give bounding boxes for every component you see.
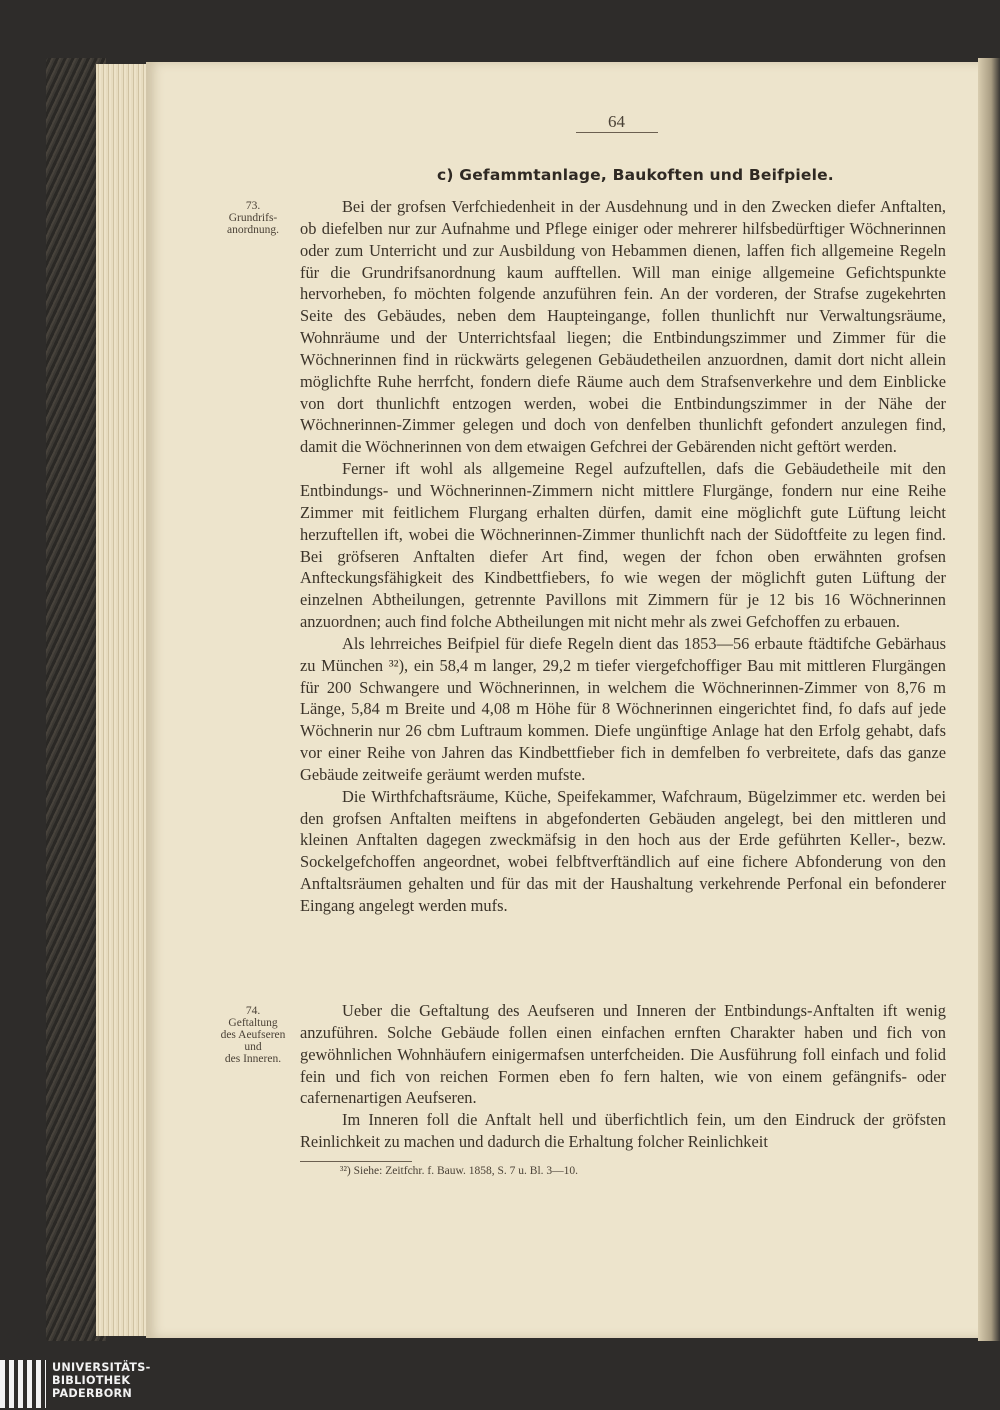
paragraph: Ueber die Geftaltung des Aeufseren und Inneren der Entbindungs-Anftalten ift wenig anzuführen. Solche Gebäude follen einen einfachen ernften Charakter haben und fich von gewöhnlichen Wohnhäufern einigermafsen unterfcheiden. Die Ausführung foll einfach und folid fein und fich von reichen Formen eben fo fern halten, wie von einem gefängnifs- oder cafernenartigen Aeufseren.: [300, 1001, 946, 1108]
margin-note-74: [213, 1005, 293, 1065]
margin-note-number: 73.: [245, 200, 261, 212]
page-number-rule: [576, 132, 658, 133]
section-74-text: [300, 1000, 946, 1153]
margin-note-line: des Inneren.: [224, 1053, 282, 1065]
margin-note-line: und: [244, 1041, 262, 1053]
margin-note-line: anordnung.: [226, 224, 280, 236]
library-logo-line: BIBLIOTHEK: [52, 1374, 131, 1387]
library-logo: [0, 1358, 220, 1410]
footnote-rule: [300, 1161, 412, 1162]
library-logo-text: [52, 1361, 151, 1400]
footnote: ³²) Siehe: Zeitfchr. f. Bauw. 1858, S. 7 u. Bl. 3—10.: [340, 1165, 579, 1177]
margin-note-line: Geftaltung: [228, 1017, 278, 1029]
section-heading: c) Gefammtanlage, Baukoften und Beifpiele.: [437, 166, 834, 184]
margin-note-73: [213, 200, 293, 236]
section-73-text: [300, 196, 946, 917]
paragraph: Im Inneren foll die Anftalt hell und überfichtlich fein, um den Eindruck der gröfsten Reinlichkeit zu machen und dadurch die Erhaltung folcher Reinlichkeit: [300, 1110, 946, 1152]
margin-note-line: Grundrifs-: [228, 212, 278, 224]
paragraph: Ferner ift wohl als allgemeine Regel aufzuftellen, dafs die Gebäudetheile mit den Entbindungs- und Wöchnerinnen-Zimmern nicht mittlere Flurgänge, fondern nur eine Reihe Zimmer mit feitlichem Flurgang erhalten dürfen, damit eine möglichft gute Lüftung leicht herzuftellen ift, wobei die Wöchnerinnen-Zimmer thunlichft nach der Südoftfeite zu legen find. Bei gröfseren Anftalten diefer Art find, wegen der fchon oben erwähnten grofsen Anfteckungsfähigkeit des Kindbettfiebers, fo wie wegen der möglichft guten Lüftung der einzelnen Abtheilungen, getrennte Pavillons mit Zimmern für je 12 bis 16 Wöchnerinnen anzuordnen; auch find folche Abtheilungen mit nicht mehr als zwei Gefchoffen zu erbauen.: [300, 459, 946, 632]
page-edges: [96, 64, 146, 1336]
library-logo-line: PADERBORN: [52, 1387, 133, 1400]
paragraph: Als lehrreiches Beifpiel für diefe Regeln dient das 1853—56 erbaute ftädtifche Gebärhaus zu München ³²), ein 58,4 m langer, 29,2 m tiefer viergefchoffiger Bau mit mittleren Flurgängen für 200 Schwangere und Wöchnerinnen, in welchem die Wöchnerinnen-Zimmer von 8,76 m Länge, 5,84 m Breite und 4,08 m Höhe für 8 Wöchnerinnen eingerichtet find, fo dafs auf jede Wöchnerin nur 26 cbm Luftraum kommen. Diefe ungünftige Anlage hat den Erfolg gehabt, dafs vor einer Reihe von Jahren das Kindbettfieber fich in demfelben fo verbreitete, dafs das ganze Gebäude zeitweife geräumt werden mufste.: [300, 633, 946, 784]
paragraph: Bei der grofsen Verfchiedenheit in der Ausdehnung und in den Zwecken diefer Anftalten, ob diefelben nur zur Aufnahme und Pflege einiger oder mehrerer hilfsbedürftiger Wöchnerinnen oder zum Unterricht und zur Ausbildung von Hebammen dienen, laffen fich allgemeine Regeln für die Grundrifsanordnung kaum aufftellen. Will man einige allgemeine Gefichtspunkte hervorheben, fo möchten folgende anzuführen fein. An der vorderen, der Strafse zugekehrten Seite des Gebäudes, neben dem Haupteingange, follen thunlichft nur Verwaltungsräume, Wohnräume und der Unterrichtsfaal liegen; die Entbindungszimmer und Zimmer für die Wöchnerinnen find in rückwärts gelegenen Gebäudetheilen anzuordnen, damit dort nicht allein möglichfte Ruhe herrfcht, fondern diefe Räume auch dem Strafsenverkehre und dem Einblicke von dort thunlichft entzogen werden, wobei die Entbindungszimmer in der Nähe der Wöchnerinnen-Zimmer gelegen und doch von denfelben thunlichft gefondert anzulegen find, damit die Wöchnerinnen von dem etwaigen Gefchrei der Gebärenden nicht geftört werden.: [300, 197, 946, 457]
page-right-edge: [978, 58, 1000, 1341]
paragraph: Die Wirthfchaftsräume, Küche, Speifekammer, Wafchraum, Bügelzimmer etc. werden bei den grofsen Anftalten meiftens in abgefonderten Gebäuden angelegt, bei den mittleren und kleinen Anftalten dagegen zweckmäfsig in den hoch aus der Erde geführten Keller-, bezw. Sockelgefchoffen angeordnet, wobei felbftverftändlich auf eine fichere Abfonderung von den Anftaltsräumen gehalten und für das mit der Haushaltung verkehrende Perfonal ein befonderer Eingang angelegt werden mufs.: [300, 786, 946, 915]
margin-note-number: 74.: [245, 1005, 261, 1017]
margin-note-line: des Aeufseren: [220, 1029, 286, 1041]
library-logo-line: UNIVERSITÄTS-: [52, 1361, 151, 1374]
library-logo-bars-icon: [0, 1360, 46, 1408]
page-number: 64: [608, 112, 625, 131]
